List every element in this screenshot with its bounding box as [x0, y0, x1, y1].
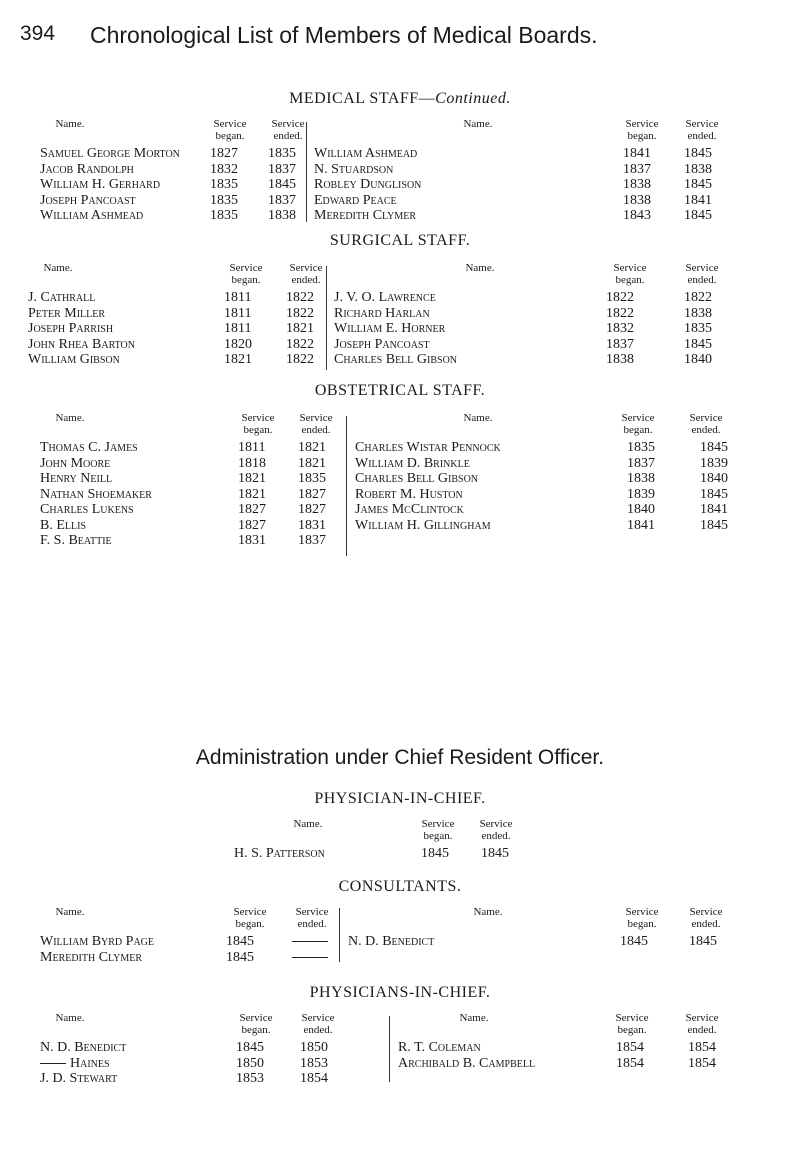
- service-began: 1821: [224, 352, 252, 367]
- service-ended: 1840: [700, 471, 728, 486]
- member-name: Richard Harlan: [334, 305, 430, 321]
- consultants-right: [348, 934, 768, 950]
- list-item: [334, 321, 764, 337]
- list-item: [355, 518, 775, 534]
- list-item: [314, 177, 754, 193]
- service-ended: 1841: [700, 502, 728, 517]
- list-item: [40, 502, 360, 518]
- consultants-left: [40, 934, 340, 965]
- service-began: 1835: [210, 192, 238, 208]
- running-title: Chronological List of Members of Medical Boards.: [90, 22, 598, 48]
- physicians-in-chief-right: [398, 1040, 768, 1071]
- list-item: [355, 487, 775, 503]
- member-name: William D. Brinkle: [355, 455, 470, 471]
- member-name: Robert M. Huston: [355, 486, 463, 502]
- list-item: [355, 456, 775, 472]
- member-name: Joseph Pancoast: [40, 192, 136, 208]
- service-ended: 1837: [268, 161, 296, 177]
- member-name: William H. Gerhard: [40, 177, 161, 192]
- member-name: Meredith Clymer: [314, 208, 417, 223]
- service-ended: 1822: [286, 305, 314, 321]
- service-began: 1835: [627, 440, 655, 455]
- list-item: [28, 290, 328, 306]
- service-ended: 1837: [268, 192, 296, 208]
- service-began: 1845: [236, 1040, 264, 1055]
- service-ended: 1821: [286, 321, 314, 336]
- service-began: 1835: [210, 208, 238, 223]
- list-item: [40, 487, 360, 503]
- list-item: [334, 352, 764, 368]
- service-began: 1837: [606, 336, 634, 352]
- member-name: Charles Wistar Pennock: [355, 440, 501, 455]
- service-began: 1827: [210, 146, 238, 161]
- member-name: F. S. Beattie: [40, 533, 112, 548]
- service-began: 1827: [238, 502, 266, 517]
- list-item: [40, 177, 310, 193]
- list-item: [40, 1071, 340, 1087]
- list-item: [28, 306, 328, 322]
- service-ended: 1845: [700, 517, 728, 533]
- service-began: 1838: [623, 177, 651, 192]
- service-began: 1850: [236, 1055, 264, 1071]
- list-item: [334, 290, 764, 306]
- service-began: 1845: [421, 846, 449, 861]
- list-item: [314, 146, 754, 162]
- member-name: J. Cathrall: [28, 290, 96, 305]
- service-began: 1837: [627, 455, 655, 471]
- medical-staff-title: MEDICAL STAFF—Continued.: [289, 90, 511, 107]
- service-ended: 1838: [268, 208, 296, 223]
- list-item: [28, 337, 328, 353]
- column-divider: [389, 1016, 390, 1082]
- obstetrical-staff-title: OBSTETRICAL STAFF.: [314, 382, 486, 399]
- service-began: 1831: [238, 533, 266, 548]
- service-ended: 1835: [298, 471, 326, 486]
- service-began: 1822: [606, 305, 634, 321]
- list-item: [314, 208, 754, 224]
- member-name: William Ashmead: [314, 146, 418, 161]
- service-ended: 1841: [684, 192, 712, 208]
- surgical-staff-title: SURGICAL STAFF.: [329, 232, 471, 249]
- list-item: [40, 950, 340, 966]
- service-began: 1820: [224, 336, 252, 352]
- service-began: 1811: [224, 305, 252, 321]
- column-divider: [346, 416, 347, 556]
- physician-in-chief-title: PHYSICIAN-IN-CHIEF.: [314, 790, 486, 807]
- member-name: H. S. Patterson: [234, 846, 325, 861]
- member-name: Joseph Parrish: [28, 321, 114, 336]
- administration-heading: Administration under Chief Resident Officer.: [195, 746, 605, 769]
- member-name: William H. Gillingham: [355, 517, 491, 533]
- service-began: 1827: [238, 517, 266, 533]
- service-ended: 1821: [298, 440, 326, 455]
- member-name: Charles Bell Gibson: [355, 471, 479, 486]
- column-divider: [326, 266, 327, 370]
- service-began: 1845: [226, 949, 254, 965]
- column-divider: [339, 908, 340, 962]
- list-item: [234, 846, 554, 862]
- service-ended: 1845: [689, 934, 717, 949]
- obstetrical-staff-left: [40, 440, 360, 549]
- member-name: Samuel George Morton: [40, 146, 180, 161]
- list-item: [398, 1040, 768, 1056]
- service-began: 1811: [238, 440, 266, 455]
- service-ended: 1845: [684, 336, 712, 352]
- service-ended: 1854: [300, 1071, 328, 1086]
- list-item: [40, 440, 360, 456]
- service-began: 1811: [224, 290, 252, 305]
- service-ended: 1840: [684, 352, 712, 367]
- service-began: 1821: [238, 471, 266, 486]
- consultants-title: CONSULTANTS.: [338, 878, 462, 895]
- list-item: [40, 162, 310, 178]
- list-item: [40, 533, 360, 549]
- list-item: [355, 440, 775, 456]
- service-ended: 1845: [684, 208, 712, 223]
- member-name: William Ashmead: [40, 208, 144, 223]
- surgical-staff-left: [28, 290, 328, 368]
- service-ended: 1831: [298, 517, 326, 533]
- service-ended: 1827: [298, 502, 326, 517]
- service-began: 1837: [623, 161, 651, 177]
- member-name: John Rhea Barton: [28, 336, 136, 352]
- service-ended: 1822: [286, 290, 314, 305]
- service-ended: 1850: [300, 1040, 328, 1055]
- service-began: 1811: [224, 321, 252, 336]
- column-divider: [306, 122, 307, 222]
- member-name: Thomas C. James: [40, 440, 138, 455]
- member-name: William Byrd Page: [40, 934, 154, 949]
- service-began: 1835: [210, 177, 238, 192]
- service-ended: 1835: [684, 321, 712, 336]
- blank-dash: [292, 950, 328, 966]
- member-name: Charles Lukens: [40, 502, 134, 517]
- service-began: 1838: [627, 471, 655, 486]
- service-ended: 1838: [684, 305, 712, 321]
- service-began: 1838: [623, 192, 651, 208]
- physician-in-chief-rows: [234, 846, 554, 862]
- service-ended: 1839: [700, 455, 728, 471]
- member-name: James McClintock: [355, 502, 464, 517]
- service-began: 1841: [627, 517, 655, 533]
- list-item: [355, 471, 775, 487]
- physicians-in-chief-left: [40, 1040, 340, 1087]
- member-name: Archibald B. Campbell: [398, 1055, 536, 1071]
- medical-staff-right: [314, 146, 754, 224]
- list-item: [334, 337, 764, 353]
- member-name: N. D. Benedict: [348, 934, 435, 949]
- service-ended: 1854: [688, 1040, 716, 1055]
- list-item: [40, 934, 340, 950]
- service-began: 1838: [606, 352, 634, 367]
- service-ended: 1845: [700, 486, 728, 502]
- service-began: 1840: [627, 502, 655, 517]
- service-ended: 1822: [684, 290, 712, 305]
- member-name: J. V. O. Lawrence: [334, 290, 436, 305]
- physicians-in-chief-title: PHYSICIANS-IN-CHIEF.: [309, 984, 491, 1001]
- list-item: [28, 352, 328, 368]
- service-began: 1841: [623, 146, 651, 161]
- service-began: 1818: [238, 455, 266, 471]
- service-ended: 1853: [300, 1055, 328, 1071]
- service-ended: 1838: [684, 161, 712, 177]
- service-ended: 1835: [268, 146, 296, 161]
- member-name: Nathan Shoemaker: [40, 486, 152, 502]
- list-item: [40, 208, 310, 224]
- medical-staff-left: [40, 146, 310, 224]
- list-item: [40, 1056, 340, 1072]
- member-name: Robley Dunglison: [314, 177, 422, 192]
- service-ended: 1837: [298, 533, 326, 548]
- service-began: 1854: [616, 1055, 644, 1071]
- service-began: 1845: [226, 934, 254, 949]
- list-item: [348, 934, 768, 950]
- service-ended: 1854: [688, 1055, 716, 1071]
- member-name: Peter Miller: [28, 305, 106, 321]
- service-began: 1822: [606, 290, 634, 305]
- list-item: [40, 518, 360, 534]
- member-name: Charles Bell Gibson: [334, 352, 458, 367]
- list-item: [40, 456, 360, 472]
- member-name: B. Ellis: [40, 517, 86, 533]
- service-began: 1854: [616, 1040, 644, 1055]
- member-name: J. D. Stewart: [40, 1071, 118, 1086]
- member-name: N. D. Benedict: [40, 1040, 127, 1055]
- member-name: William E. Horner: [334, 321, 446, 336]
- service-began: 1832: [210, 161, 238, 177]
- list-item: [355, 502, 775, 518]
- service-began: 1832: [606, 321, 634, 336]
- list-item: [40, 146, 310, 162]
- list-item: [40, 1040, 340, 1056]
- list-item: [314, 193, 754, 209]
- service-ended: 1845: [481, 846, 509, 861]
- service-ended: 1845: [684, 146, 712, 161]
- service-ended: 1827: [298, 486, 326, 502]
- service-ended: 1845: [268, 177, 296, 192]
- ditto-dash: [40, 1063, 66, 1064]
- member-name: John Moore: [40, 455, 111, 471]
- service-began: 1843: [623, 208, 651, 223]
- service-ended: 1822: [286, 352, 314, 367]
- member-name: Jacob Randolph: [40, 161, 134, 177]
- member-name: Haines: [70, 1055, 110, 1071]
- blank-dash: [292, 934, 328, 950]
- list-item: [314, 162, 754, 178]
- service-ended: 1821: [298, 455, 326, 471]
- list-item: [334, 306, 764, 322]
- member-name: Joseph Pancoast: [334, 336, 430, 352]
- list-item: [40, 193, 310, 209]
- service-began: 1821: [238, 486, 266, 502]
- surgical-staff-right: [334, 290, 764, 368]
- member-name: N. Stuardson: [314, 161, 394, 177]
- member-name: R. T. Coleman: [398, 1040, 481, 1055]
- service-ended: 1822: [286, 336, 314, 352]
- page-number: 394: [20, 22, 56, 45]
- obstetrical-staff-right: [355, 440, 775, 533]
- member-name: Edward Peace: [314, 192, 397, 208]
- list-item: [40, 471, 360, 487]
- member-name: Meredith Clymer: [40, 949, 143, 965]
- member-name: William Gibson: [28, 352, 120, 367]
- list-item: [28, 321, 328, 337]
- service-began: 1845: [620, 934, 648, 949]
- page-header: [20, 22, 780, 58]
- service-began: 1853: [236, 1071, 264, 1086]
- service-ended: 1845: [700, 440, 728, 455]
- list-item: [398, 1056, 768, 1072]
- service-ended: 1845: [684, 177, 712, 192]
- member-name: Henry Neill: [40, 471, 113, 486]
- service-began: 1839: [627, 486, 655, 502]
